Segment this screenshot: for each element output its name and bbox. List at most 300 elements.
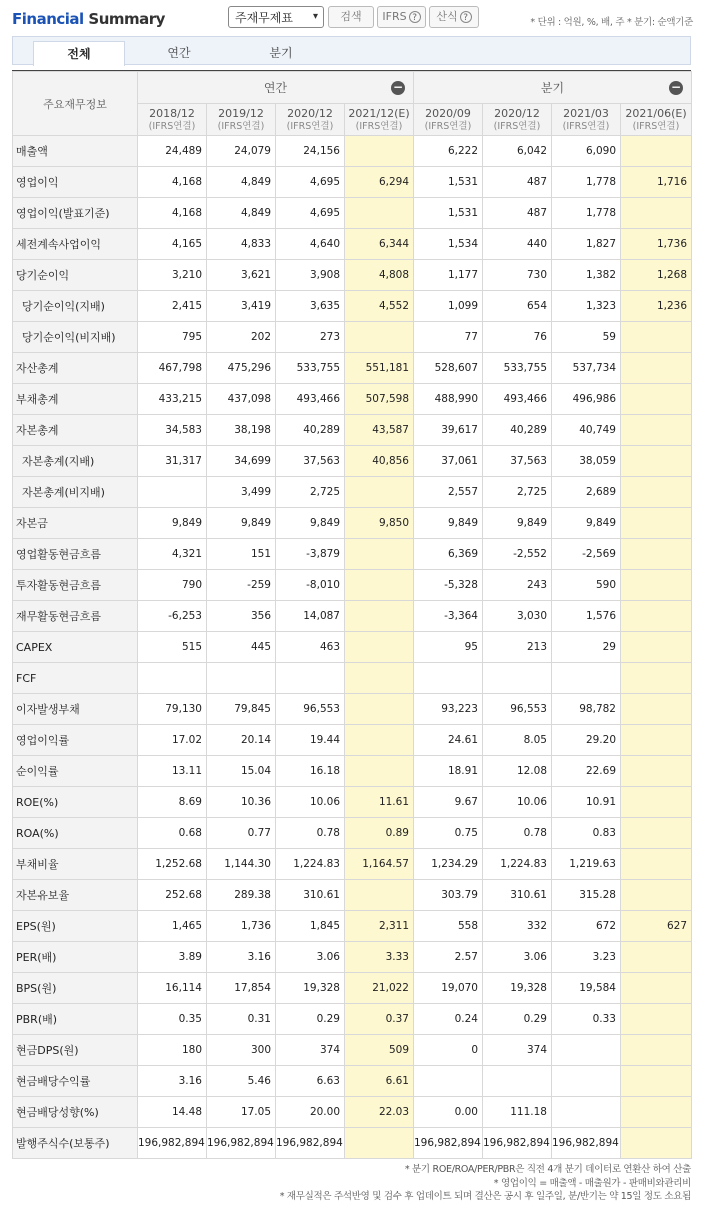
table-cell: 151 <box>207 539 276 570</box>
table-cell: 433,215 <box>138 384 207 415</box>
table-cell: 3.33 <box>345 942 414 973</box>
table-cell: 1,144.30 <box>207 849 276 880</box>
table-cell <box>621 632 692 663</box>
table-cell <box>621 136 692 167</box>
table-cell: -259 <box>207 570 276 601</box>
table-cell: 20.14 <box>207 725 276 756</box>
table-cell: 3,419 <box>207 291 276 322</box>
table-cell: 43,587 <box>345 415 414 446</box>
table-cell: 17,854 <box>207 973 276 1004</box>
footnote: * 재무실적은 주석반영 및 검수 후 업데이트 되며 결산은 공시 후 일주일, 분/반기는 약 15일 정도 소요됨 <box>279 1191 691 1202</box>
table-row <box>13 167 692 198</box>
table-row <box>13 570 692 601</box>
table-cell: 2,415 <box>138 291 207 322</box>
annual-group-header: 연간 − <box>138 72 414 104</box>
table-cell: 3,210 <box>138 260 207 291</box>
row-label: 당기순이익(비지배) <box>13 322 138 353</box>
row-label: CAPEX <box>13 632 138 663</box>
table-cell: 76 <box>483 322 552 353</box>
table-cell: 9,849 <box>483 508 552 539</box>
table-cell: 16.18 <box>276 756 345 787</box>
collapse-quarter-icon[interactable]: − <box>670 80 682 94</box>
table-row <box>13 539 692 570</box>
table-cell: 24,156 <box>276 136 345 167</box>
table-cell: 3.06 <box>276 942 345 973</box>
table-cell: 590 <box>552 570 621 601</box>
collapse-annual-icon[interactable]: − <box>392 80 404 94</box>
table-cell: 4,849 <box>207 198 276 229</box>
table-cell: 79,130 <box>138 694 207 725</box>
table-cell: 6,042 <box>483 136 552 167</box>
table-cell: 96,553 <box>276 694 345 725</box>
table-cell: 445 <box>207 632 276 663</box>
column-basis: (IFRS연결) <box>632 120 680 132</box>
table-cell: 6.63 <box>276 1066 345 1097</box>
table-cell: 374 <box>276 1035 345 1066</box>
table-cell: 0.37 <box>345 1004 414 1035</box>
table-cell <box>621 198 692 229</box>
table-cell <box>345 322 414 353</box>
column-period: 2020/12 <box>494 106 540 120</box>
table-row <box>13 322 692 353</box>
table-cell <box>414 663 483 694</box>
row-label: 영업이익 <box>13 167 138 198</box>
table-cell: 9,849 <box>552 508 621 539</box>
row-label: 자본금 <box>13 508 138 539</box>
table-cell: 19,070 <box>414 973 483 1004</box>
table-cell: 300 <box>207 1035 276 1066</box>
table-cell <box>621 973 692 1004</box>
table-cell: 59 <box>552 322 621 353</box>
table-cell: 4,168 <box>138 167 207 198</box>
table-row <box>13 415 692 446</box>
row-label: 현금배당수익률 <box>13 1066 138 1097</box>
table-cell: 10.36 <box>207 787 276 818</box>
table-cell <box>621 849 692 880</box>
table-cell: 332 <box>483 911 552 942</box>
table-cell: 4,849 <box>207 167 276 198</box>
table-cell: 6,222 <box>414 136 483 167</box>
table-cell: 3,621 <box>207 260 276 291</box>
table-row <box>13 136 692 167</box>
table-cell: 9,849 <box>138 508 207 539</box>
column-period: 2018/12 <box>149 106 195 120</box>
table-cell: 1,252.68 <box>138 849 207 880</box>
row-label: 당기순이익(지배) <box>13 291 138 322</box>
column-header <box>276 104 345 136</box>
table-cell: 0.78 <box>276 818 345 849</box>
table-cell <box>621 508 692 539</box>
row-label: ROE(%) <box>13 787 138 818</box>
table-cell: 1,323 <box>552 291 621 322</box>
table-cell: 37,563 <box>276 446 345 477</box>
table-cell: 3.06 <box>483 942 552 973</box>
table-cell: 9,849 <box>414 508 483 539</box>
row-label: 영업이익률 <box>13 725 138 756</box>
table-row <box>13 1097 692 1128</box>
table-cell: 3.89 <box>138 942 207 973</box>
table-cell: -6,253 <box>138 601 207 632</box>
table-cell: 1,531 <box>414 167 483 198</box>
table-cell: 24,489 <box>138 136 207 167</box>
table-cell: 34,699 <box>207 446 276 477</box>
table-cell: 9,850 <box>345 508 414 539</box>
period-tabs <box>12 36 691 65</box>
corner-header: 주요재무정보 <box>13 72 138 136</box>
column-header <box>138 104 207 136</box>
table-cell: 34,583 <box>138 415 207 446</box>
table-cell: 196,982,894 <box>483 1128 552 1159</box>
table-cell: 19.44 <box>276 725 345 756</box>
table-cell <box>345 601 414 632</box>
table-cell: 111.18 <box>483 1097 552 1128</box>
row-label: 자본총계(비지배) <box>13 477 138 508</box>
table-cell: -3,364 <box>414 601 483 632</box>
table-cell <box>621 322 692 353</box>
table-row <box>13 384 692 415</box>
table-cell: 22.69 <box>552 756 621 787</box>
column-period: 2020/09 <box>425 106 471 120</box>
footnotes <box>280 1163 691 1204</box>
table-cell: 9.67 <box>414 787 483 818</box>
column-basis: (IFRS연결) <box>493 120 541 132</box>
table-cell: -2,569 <box>552 539 621 570</box>
row-label: 발행주식수(보통주) <box>13 1128 138 1159</box>
table-cell: 509 <box>345 1035 414 1066</box>
table-cell <box>345 477 414 508</box>
table-cell <box>621 415 692 446</box>
column-header <box>207 104 276 136</box>
column-basis: (IFRS연결) <box>148 120 196 132</box>
table-cell: 196,982,894 <box>138 1128 207 1159</box>
row-label: 자본총계 <box>13 415 138 446</box>
table-cell <box>621 353 692 384</box>
table-cell <box>483 1066 552 1097</box>
table-cell <box>345 539 414 570</box>
column-period: 2021/06(E) <box>625 106 687 120</box>
table-cell: 196,982,894 <box>276 1128 345 1159</box>
table-cell: 16,114 <box>138 973 207 1004</box>
table-cell: 37,563 <box>483 446 552 477</box>
table-cell: 2,689 <box>552 477 621 508</box>
table-row <box>13 880 692 911</box>
table-cell: 1,224.83 <box>276 849 345 880</box>
table-cell: 795 <box>138 322 207 353</box>
table-cell: 17.05 <box>207 1097 276 1128</box>
table-cell: 19,328 <box>483 973 552 1004</box>
table-cell <box>621 880 692 911</box>
table-cell: 493,466 <box>483 384 552 415</box>
table-cell: 515 <box>138 632 207 663</box>
table-cell: 1,845 <box>276 911 345 942</box>
table-cell <box>345 198 414 229</box>
table-row <box>13 849 692 880</box>
table-cell: 493,466 <box>276 384 345 415</box>
table-row <box>13 229 692 260</box>
table-cell: 4,695 <box>276 167 345 198</box>
table-cell <box>621 446 692 477</box>
financial-summary-table <box>12 71 692 1159</box>
page-title: Financial Summary <box>12 10 165 28</box>
table-cell: 1,716 <box>621 167 692 198</box>
table-cell: 196,982,894 <box>207 1128 276 1159</box>
row-label: 자본총계(지배) <box>13 446 138 477</box>
formula-help-button[interactable]: 산식 ? <box>429 6 479 28</box>
table-cell: 31,317 <box>138 446 207 477</box>
column-basis: (IFRS연결) <box>217 120 265 132</box>
table-row <box>13 942 692 973</box>
search-button[interactable]: 검색 <box>328 6 374 28</box>
table-cell: 39,617 <box>414 415 483 446</box>
table-cell: 551,181 <box>345 353 414 384</box>
table-cell: 4,695 <box>276 198 345 229</box>
table-cell: 4,168 <box>138 198 207 229</box>
table-cell: 4,165 <box>138 229 207 260</box>
table-cell: 1,234.29 <box>414 849 483 880</box>
table-cell: 627 <box>621 911 692 942</box>
table-row <box>13 911 692 942</box>
table-cell: 374 <box>483 1035 552 1066</box>
table-cell: 252.68 <box>138 880 207 911</box>
table-cell: 1,224.83 <box>483 849 552 880</box>
table-cell: 303.79 <box>414 880 483 911</box>
table-cell: 202 <box>207 322 276 353</box>
table-cell: 0.24 <box>414 1004 483 1035</box>
table-cell: 0.77 <box>207 818 276 849</box>
table-cell: 95 <box>414 632 483 663</box>
table-cell: 40,289 <box>483 415 552 446</box>
table-row <box>13 291 692 322</box>
table-cell: 1,778 <box>552 167 621 198</box>
unit-note: * 단위 : 억원, %, 배, 주 * 분기: 순액기준 <box>530 17 693 28</box>
table-cell: 0.29 <box>483 1004 552 1035</box>
tab-all[interactable]: 전체 <box>33 41 125 66</box>
row-label: 재무활동현금흐름 <box>13 601 138 632</box>
table-cell: 289.38 <box>207 880 276 911</box>
table-cell: 2,557 <box>414 477 483 508</box>
table-cell: 0.33 <box>552 1004 621 1035</box>
table-cell <box>552 1066 621 1097</box>
table-cell <box>207 663 276 694</box>
table-cell: 93,223 <box>414 694 483 725</box>
table-cell: 40,289 <box>276 415 345 446</box>
table-cell: 487 <box>483 198 552 229</box>
table-row <box>13 1128 692 1159</box>
table-cell: 243 <box>483 570 552 601</box>
table-row <box>13 198 692 229</box>
table-cell: 1,268 <box>621 260 692 291</box>
table-cell: 10.06 <box>483 787 552 818</box>
table-cell: 2,725 <box>483 477 552 508</box>
question-icon: ? <box>460 11 472 23</box>
row-label: 세전계속사업이익 <box>13 229 138 260</box>
table-cell: 5.46 <box>207 1066 276 1097</box>
table-cell: 463 <box>276 632 345 663</box>
column-header <box>483 104 552 136</box>
table-cell: 1,736 <box>207 911 276 942</box>
table-cell: 11.61 <box>345 787 414 818</box>
table-cell <box>138 663 207 694</box>
table-cell: 475,296 <box>207 353 276 384</box>
table-cell: 20.00 <box>276 1097 345 1128</box>
row-label: FCF <box>13 663 138 694</box>
table-cell: 196,982,894 <box>552 1128 621 1159</box>
table-cell: 1,236 <box>621 291 692 322</box>
table-cell: 0.29 <box>276 1004 345 1035</box>
table-cell: 38,198 <box>207 415 276 446</box>
question-icon: ? <box>409 11 421 23</box>
table-row <box>13 260 692 291</box>
table-cell: 14,087 <box>276 601 345 632</box>
table-cell: 40,856 <box>345 446 414 477</box>
table-row <box>13 632 692 663</box>
footnote: * 영업이익 = 매출액 - 매출원가 - 판매비와관리비 <box>493 1177 691 1189</box>
table-cell: 15.04 <box>207 756 276 787</box>
table-cell: 18.91 <box>414 756 483 787</box>
table-cell: 496,986 <box>552 384 621 415</box>
table-row <box>13 818 692 849</box>
table-cell: 9,849 <box>276 508 345 539</box>
table-cell <box>345 663 414 694</box>
table-cell: 4,640 <box>276 229 345 260</box>
table-cell: -8,010 <box>276 570 345 601</box>
table-cell: 356 <box>207 601 276 632</box>
table-cell: 10.06 <box>276 787 345 818</box>
table-cell: 9,849 <box>207 508 276 539</box>
table-row <box>13 477 692 508</box>
table-cell: 3,030 <box>483 601 552 632</box>
table-cell: -2,552 <box>483 539 552 570</box>
row-label: 투자활동현금흐름 <box>13 570 138 601</box>
table-cell: 3,908 <box>276 260 345 291</box>
table-cell <box>621 384 692 415</box>
column-basis: (IFRS연결) <box>286 120 334 132</box>
table-cell: 1,382 <box>552 260 621 291</box>
footnote: * 분기 ROE/ROA/PER/PBR은 직전 4개 분기 데이터로 연환산 하여 산출 <box>404 1164 691 1175</box>
table-cell: 310.61 <box>483 880 552 911</box>
table-cell: 0.68 <box>138 818 207 849</box>
table-cell: 672 <box>552 911 621 942</box>
table-cell <box>621 1035 692 1066</box>
statement-type-select[interactable]: 주재무제표 ▾ <box>228 6 324 28</box>
table-cell: 12.08 <box>483 756 552 787</box>
tab-quarter[interactable]: 분기 <box>269 46 293 60</box>
tab-annual[interactable]: 연간 <box>167 46 191 60</box>
table-cell: 437,098 <box>207 384 276 415</box>
table-cell <box>621 601 692 632</box>
table-cell: 21,022 <box>345 973 414 1004</box>
row-label: ROA(%) <box>13 818 138 849</box>
row-label: 현금DPS(원) <box>13 1035 138 1066</box>
table-cell: 315.28 <box>552 880 621 911</box>
table-cell: 528,607 <box>414 353 483 384</box>
row-label: 부채비율 <box>13 849 138 880</box>
table-cell: 2,311 <box>345 911 414 942</box>
table-cell <box>345 1128 414 1159</box>
table-cell <box>621 787 692 818</box>
row-label: 순이익률 <box>13 756 138 787</box>
table-cell: 507,598 <box>345 384 414 415</box>
table-cell: 37,061 <box>414 446 483 477</box>
table-cell: 1,576 <box>552 601 621 632</box>
table-cell: 196,982,894 <box>414 1128 483 1159</box>
table-cell: 1,465 <box>138 911 207 942</box>
table-cell: 24,079 <box>207 136 276 167</box>
column-period: 2019/12 <box>218 106 264 120</box>
table-cell: 19,584 <box>552 973 621 1004</box>
table-cell: 38,059 <box>552 446 621 477</box>
row-label: EPS(원) <box>13 911 138 942</box>
table-cell <box>621 1004 692 1035</box>
row-label: 자산총계 <box>13 353 138 384</box>
table-cell: 8.05 <box>483 725 552 756</box>
table-cell: 1,219.63 <box>552 849 621 880</box>
table-cell: 654 <box>483 291 552 322</box>
row-label: 영업활동현금흐름 <box>13 539 138 570</box>
table-cell: 1,531 <box>414 198 483 229</box>
table-row <box>13 508 692 539</box>
ifrs-help-button[interactable]: IFRS ? <box>377 6 426 28</box>
table-cell: 29 <box>552 632 621 663</box>
table-cell <box>345 632 414 663</box>
table-row <box>13 756 692 787</box>
quarter-group-header: 분기 − <box>414 72 692 104</box>
table-cell: 79,845 <box>207 694 276 725</box>
row-label: 이자발생부채 <box>13 694 138 725</box>
table-cell <box>621 477 692 508</box>
table-cell: 77 <box>414 322 483 353</box>
table-cell <box>345 725 414 756</box>
table-cell: 13.11 <box>138 756 207 787</box>
table-cell: 1,736 <box>621 229 692 260</box>
table-cell: 0.89 <box>345 818 414 849</box>
table-cell: 0.75 <box>414 818 483 849</box>
table-cell: 6,090 <box>552 136 621 167</box>
column-header <box>552 104 621 136</box>
table-cell: 3,635 <box>276 291 345 322</box>
table-cell <box>483 663 552 694</box>
table-cell: 1,177 <box>414 260 483 291</box>
table-row <box>13 787 692 818</box>
table-cell: 6,344 <box>345 229 414 260</box>
column-header <box>345 104 414 136</box>
table-row <box>13 1066 692 1097</box>
table-cell <box>621 756 692 787</box>
table-cell: 40,749 <box>552 415 621 446</box>
table-cell: 14.48 <box>138 1097 207 1128</box>
row-label: 당기순이익 <box>13 260 138 291</box>
column-header <box>621 104 692 136</box>
table-cell: 537,734 <box>552 353 621 384</box>
table-cell: 0.78 <box>483 818 552 849</box>
table-cell <box>138 477 207 508</box>
table-cell: 3.23 <box>552 942 621 973</box>
table-cell: 6,369 <box>414 539 483 570</box>
table-cell <box>621 539 692 570</box>
table-cell: 4,552 <box>345 291 414 322</box>
table-cell: 730 <box>483 260 552 291</box>
row-label: 매출액 <box>13 136 138 167</box>
chevron-down-icon: ▾ <box>312 11 318 22</box>
table-cell <box>552 1035 621 1066</box>
table-cell: 2,725 <box>276 477 345 508</box>
table-cell: 0.00 <box>414 1097 483 1128</box>
table-cell: 24.61 <box>414 725 483 756</box>
table-cell: 6.61 <box>345 1066 414 1097</box>
table-row <box>13 1004 692 1035</box>
table-cell: 1,534 <box>414 229 483 260</box>
table-cell <box>621 663 692 694</box>
